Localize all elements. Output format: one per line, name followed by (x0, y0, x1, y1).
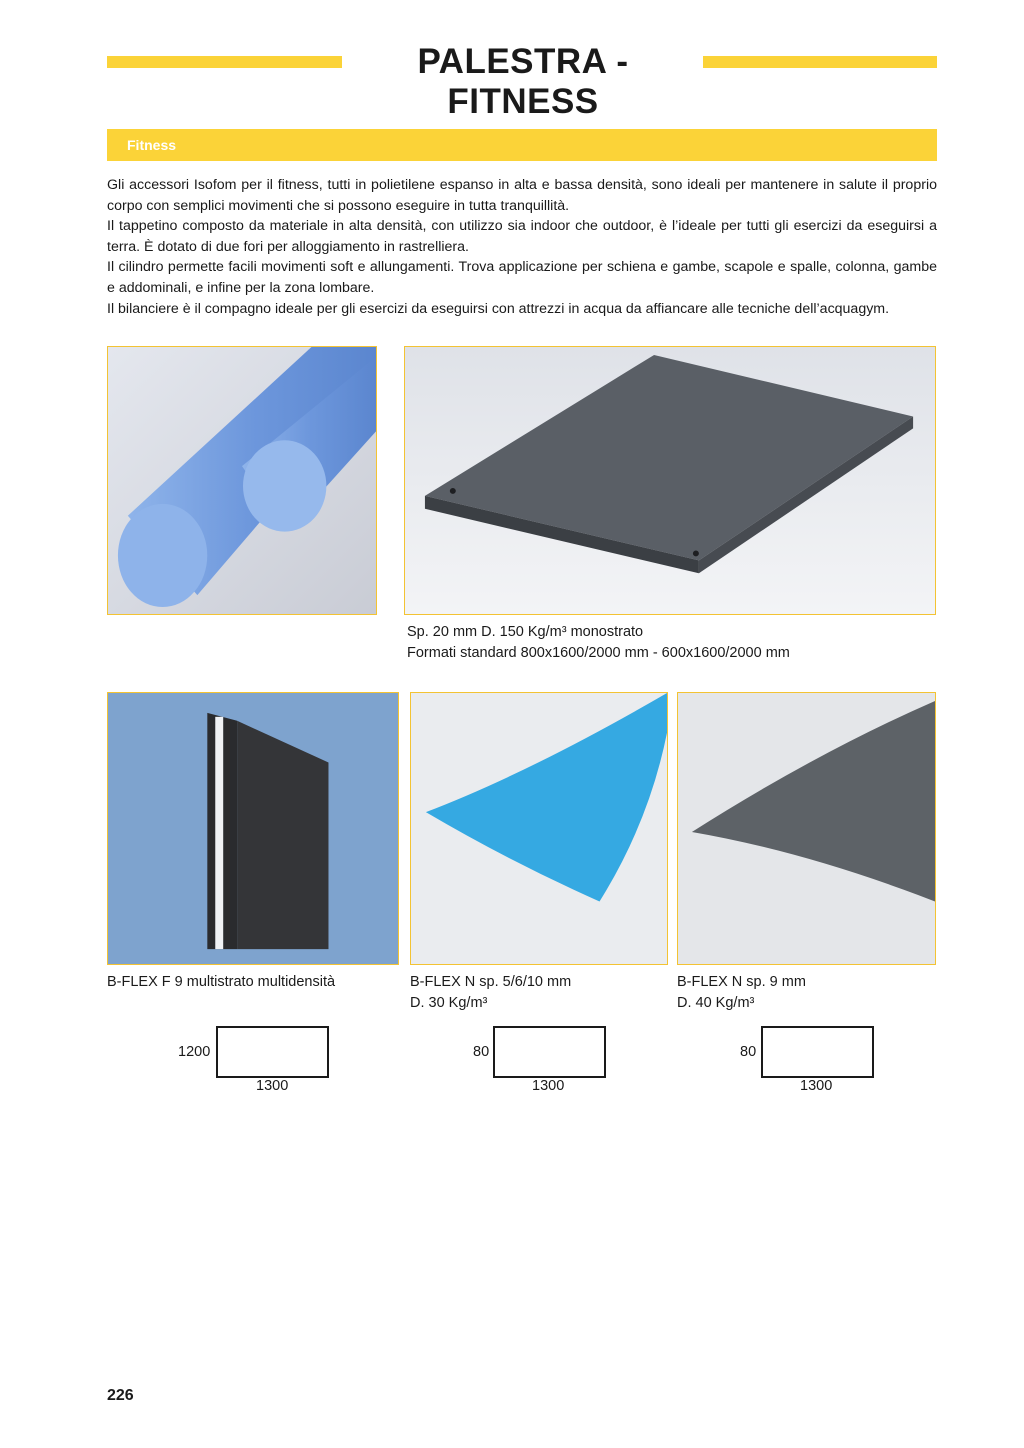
mat-caption (407, 622, 790, 664)
cylinders-photo (107, 346, 377, 615)
dim-height-label: 80 (473, 1044, 490, 1060)
mat-caption-line: Sp. 20 mm D. 150 Kg/m³ monostrato (407, 624, 644, 640)
dim-width-label: 1300 (256, 1078, 289, 1094)
product-caption (677, 972, 806, 1014)
intro-paragraph: Gli accessori Isofom per il fitness, tutti in polietilene espanso in alta e bassa densità, sono ideali per mantenere in salute il proprio corpo con semplici movimenti che si possono eseguire in tutta tranquillità. (107, 177, 937, 214)
product-caption-line: B-FLEX N sp. 9 mm (677, 974, 806, 990)
bflex-f9-photo (107, 692, 399, 965)
mat-caption-line: Formati standard 800x1600/2000 mm - 600x1600/2000 mm (407, 645, 790, 661)
dim-height-label: 1200 (178, 1044, 211, 1060)
product-caption-line: B-FLEX F 9 multistrato multidensità (107, 974, 336, 990)
dimension-box (216, 1026, 329, 1078)
product-caption-line: B-FLEX N sp. 5/6/10 mm (410, 974, 572, 990)
bflex-n-blue-photo (410, 692, 668, 965)
product-caption (107, 972, 335, 993)
intro-text (107, 175, 937, 319)
dim-width-label: 1300 (532, 1078, 565, 1094)
intro-paragraph: Il tappetino composto da materiale in alta densità, con utilizzo sia indoor che outdoor, è l’ideale per tutti gli esercizi da eseguirsi a terra. È dotato di due fori per alloggiamento in rastrelliera. (107, 218, 937, 255)
page-header (107, 42, 937, 121)
section-band (107, 129, 937, 161)
dimension-box (761, 1026, 874, 1078)
dimension-box (493, 1026, 606, 1078)
page-number: 226 (107, 1387, 134, 1404)
section-label: Fitness (127, 137, 177, 153)
dim-width-label: 1300 (800, 1078, 833, 1094)
header-rule-right (703, 56, 937, 68)
intro-paragraph: Il cilindro permette facili movimenti soft e allungamenti. Trova applicazione per schiena e gambe, scapole e spalle, colonna, gambe e addominali, e infine per la zona lombare. (107, 259, 937, 296)
product-caption (410, 972, 571, 1014)
bflex-n-grey-photo (677, 692, 936, 965)
product-caption-line: D. 40 Kg/m³ (677, 995, 755, 1011)
header-rule-left (107, 56, 342, 68)
intro-paragraph: Il bilanciere è il compagno ideale per gli esercizi da eseguirsi con attrezzi in acqua da affiancare alle tecniche dell’acquagym. (107, 300, 890, 317)
product-caption-line: D. 30 Kg/m³ (410, 995, 488, 1011)
page-title: PALESTRA - FITNESS (417, 42, 629, 121)
dim-height-label: 80 (740, 1044, 757, 1060)
mat-photo (404, 346, 936, 615)
